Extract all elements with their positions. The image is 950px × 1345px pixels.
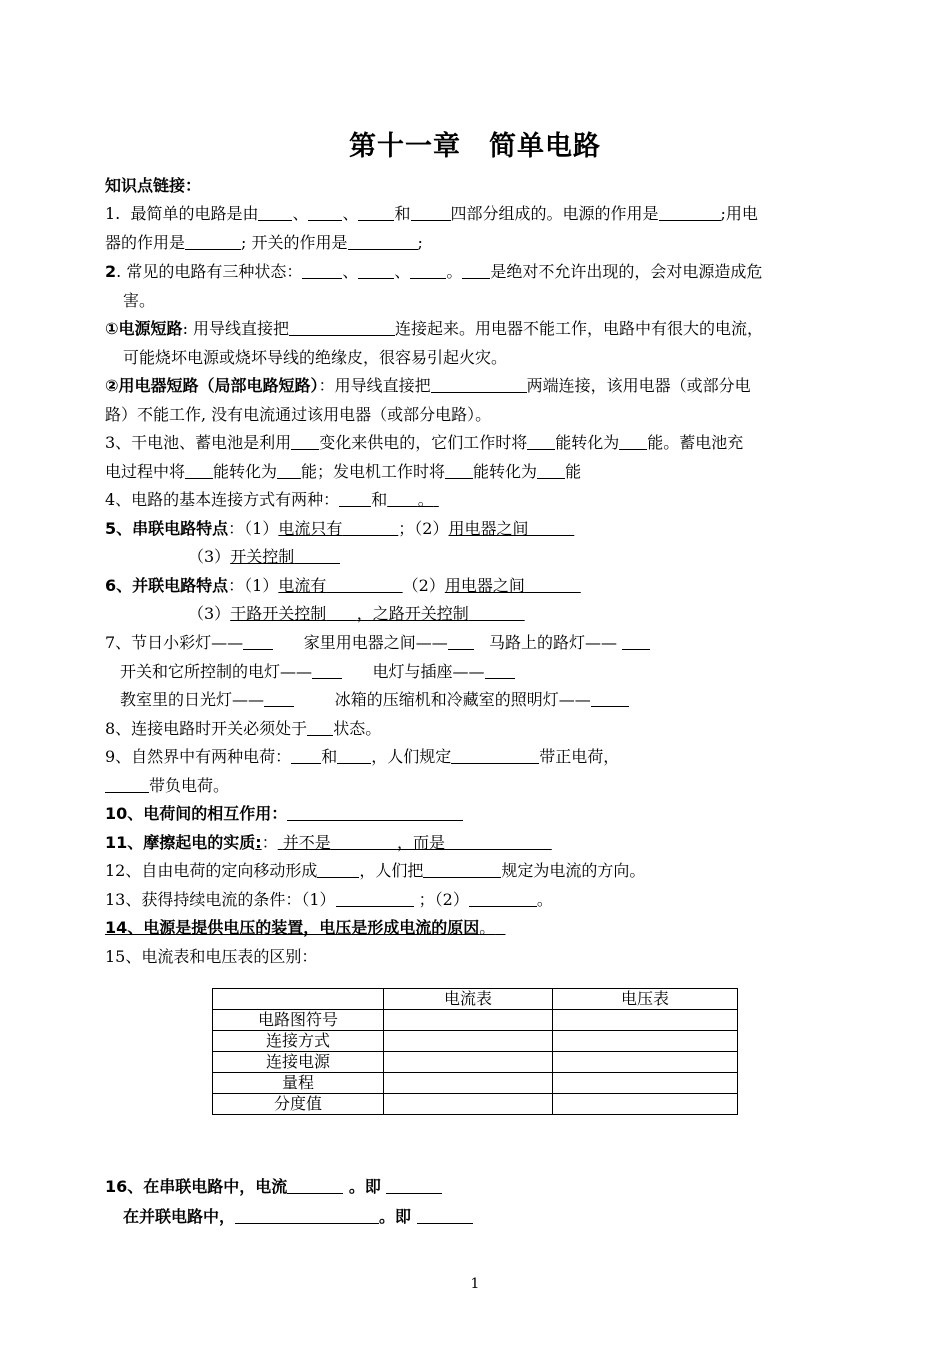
fill-blank[interactable] — [289, 319, 395, 336]
table-row — [213, 1094, 738, 1115]
table-header-row — [213, 989, 738, 1010]
question-6-line-2: （3）干路开关控制 ，之路开关控制 — [188, 604, 469, 623]
fill-blank[interactable] — [469, 890, 537, 907]
table-cell[interactable] — [384, 1010, 553, 1031]
fill-blank[interactable] — [307, 719, 333, 736]
question-2-line-2: 害。 — [123, 291, 156, 310]
fill-blank[interactable] — [411, 204, 451, 221]
meter-comparison-table — [212, 988, 738, 1115]
question-7-line-1: 7、节日小彩灯—— 家里用电器之间—— 马路上的路灯—— — [105, 632, 650, 654]
fill-blank[interactable] — [431, 376, 527, 393]
fill-blank[interactable] — [235, 1207, 379, 1224]
question-5-line-1: 5、串联电路特点：（1）电流只有 ；（2）用电器之间 — [105, 519, 529, 538]
fill-blank[interactable] — [287, 1177, 343, 1194]
table-header-cell — [213, 989, 384, 1010]
table-cell[interactable] — [553, 1094, 738, 1115]
fill-blank[interactable] — [417, 1207, 473, 1224]
fill-blank[interactable] — [105, 776, 149, 793]
question-6-line-1: 6、并联电路特点：（1）电流有 （2）用电器之间 — [105, 576, 525, 595]
fill-blank[interactable] — [451, 747, 539, 764]
table-header-cell: 电压表 — [553, 989, 738, 1010]
fill-blank[interactable] — [258, 204, 292, 221]
question-3-line-1: 3、干电池、蓄电池是利用 变化来供电的，它们工作时将 能转化为 能。蓄电池充 — [105, 433, 744, 452]
page-title: 第十一章 简单电路 — [349, 131, 601, 162]
question-5-line-2: （3）开关控制 — [188, 547, 295, 566]
table-row-label: 连接方式 — [213, 1031, 384, 1052]
table-row-label: 连接电源 — [213, 1052, 384, 1073]
table-row-label: 分度值 — [213, 1094, 384, 1115]
fill-blank[interactable] — [358, 262, 394, 279]
table-row — [213, 1031, 738, 1052]
question-7-line-3: 教室里的日光灯—— 冰箱的压缩机和冷藏室的照明灯—— — [120, 689, 629, 711]
fill-blank[interactable] — [410, 262, 446, 279]
question-13: 13、获得持续电流的条件：（1） ；（2） 。 — [105, 890, 553, 909]
fill-blank[interactable] — [185, 233, 241, 250]
question-15: 15、电流表和电压表的区别： — [105, 947, 318, 966]
fill-blank[interactable] — [336, 890, 414, 907]
fill-blank[interactable] — [243, 633, 273, 650]
table-cell[interactable] — [553, 1073, 738, 1094]
table-cell[interactable] — [384, 1052, 553, 1073]
table-row-label: 电路图符号 — [213, 1010, 384, 1031]
power-short-circuit-line-2: 可能烧坏电源或烧坏导线的绝缘皮，很容易引起火灾。 — [123, 348, 508, 367]
question-1-line-1: 1. 最简单的电路是由 、 、 和 四部分组成的。电源的作用是 ;用电 — [105, 204, 758, 223]
fill-blank[interactable] — [287, 804, 463, 821]
question-7-line-2: 开关和它所控制的电灯—— 电灯与插座—— — [120, 661, 515, 683]
fill-blank[interactable] — [619, 433, 647, 450]
fill-blank[interactable] — [308, 204, 342, 221]
question-16-line-2: 在并联电路中， 。即 — [123, 1206, 473, 1228]
table-row — [213, 1073, 738, 1094]
page-number: 1 — [470, 1276, 480, 1292]
table-row — [213, 1010, 738, 1031]
fill-blank[interactable] — [485, 662, 515, 679]
appliance-short-circuit-line-2: 路）不能工作, 没有电流通过该用电器（或部分电路）。 — [105, 405, 492, 424]
fill-blank[interactable] — [622, 633, 650, 650]
fill-blank[interactable] — [312, 662, 342, 679]
fill-blank[interactable] — [591, 690, 629, 707]
question-1-line-2: 器的作用是 ; 开关的作用是 ; — [105, 233, 423, 252]
question-11: 11、摩擦起电的实质:： 并不是 ，而是 — [105, 833, 445, 852]
appliance-short-circuit-line-1: ②用电器短路（局部电路短路）：用导线直接把 两端连接，该用电器（或部分电 — [105, 376, 751, 395]
fill-blank[interactable] — [659, 204, 721, 221]
question-9-line-1: 9、自然界中有两种电荷： 和 ，人们规定 带正电荷， — [105, 747, 620, 766]
fill-blank[interactable] — [302, 262, 342, 279]
fill-blank[interactable] — [291, 747, 321, 764]
fill-blank[interactable] — [337, 747, 371, 764]
table-row — [213, 1052, 738, 1073]
section-heading: 知识点链接： — [105, 176, 202, 195]
table-row-label: 量程 — [213, 1073, 384, 1094]
fill-blank[interactable] — [448, 633, 474, 650]
table-cell[interactable] — [384, 1031, 553, 1052]
fill-blank[interactable] — [277, 462, 301, 479]
question-3-line-2: 电过程中将 能转化为 能；发电机工作时将 能转化为 能 — [105, 462, 582, 481]
question-12: 12、自由电荷的定向移动形成 ，人们把 规定为电流的方向。 — [105, 861, 646, 880]
fill-blank[interactable] — [527, 433, 555, 450]
fill-blank[interactable] — [386, 1177, 442, 1194]
fill-blank[interactable] — [462, 262, 490, 279]
table-cell[interactable] — [553, 1031, 738, 1052]
question-2-line-1: 2. 常见的电路有三种状态： 、 、 。 是绝对不允许出现的，会对电源造成危 — [105, 262, 763, 281]
table-header-cell: 电流表 — [384, 989, 553, 1010]
fill-blank[interactable] — [537, 462, 565, 479]
fill-blank[interactable] — [264, 690, 294, 707]
question-9-line-2: 带负电荷。 — [105, 775, 229, 797]
question-8: 8、连接电路时开关必须处于 状态。 — [105, 719, 382, 738]
fill-blank[interactable] — [348, 233, 418, 250]
fill-blank[interactable] — [185, 462, 213, 479]
fill-blank[interactable] — [423, 861, 501, 878]
table-cell[interactable] — [384, 1094, 553, 1115]
fill-blank[interactable] — [317, 861, 359, 878]
table-cell[interactable] — [553, 1052, 738, 1073]
power-short-circuit-line-1: ①电源短路: 用导线直接把 连接起来。用电器不能工作，电路中有很大的电流， — [105, 319, 764, 338]
question-16-line-1: 16、在串联电路中，电流 。即 — [105, 1176, 442, 1198]
question-10: 10、电荷间的相互作用： — [105, 803, 463, 825]
fill-blank[interactable] — [445, 462, 473, 479]
question-4: 4、电路的基本连接方式有两种： 和 。 — [105, 490, 434, 509]
fill-blank[interactable] — [291, 433, 319, 450]
table-cell[interactable] — [384, 1073, 553, 1094]
fill-blank[interactable] — [358, 204, 394, 221]
table-cell[interactable] — [553, 1010, 738, 1031]
question-14: 14、电源是提供电压的装置，电压是形成电流的原因。 — [105, 918, 496, 937]
fill-blank[interactable] — [339, 490, 371, 507]
